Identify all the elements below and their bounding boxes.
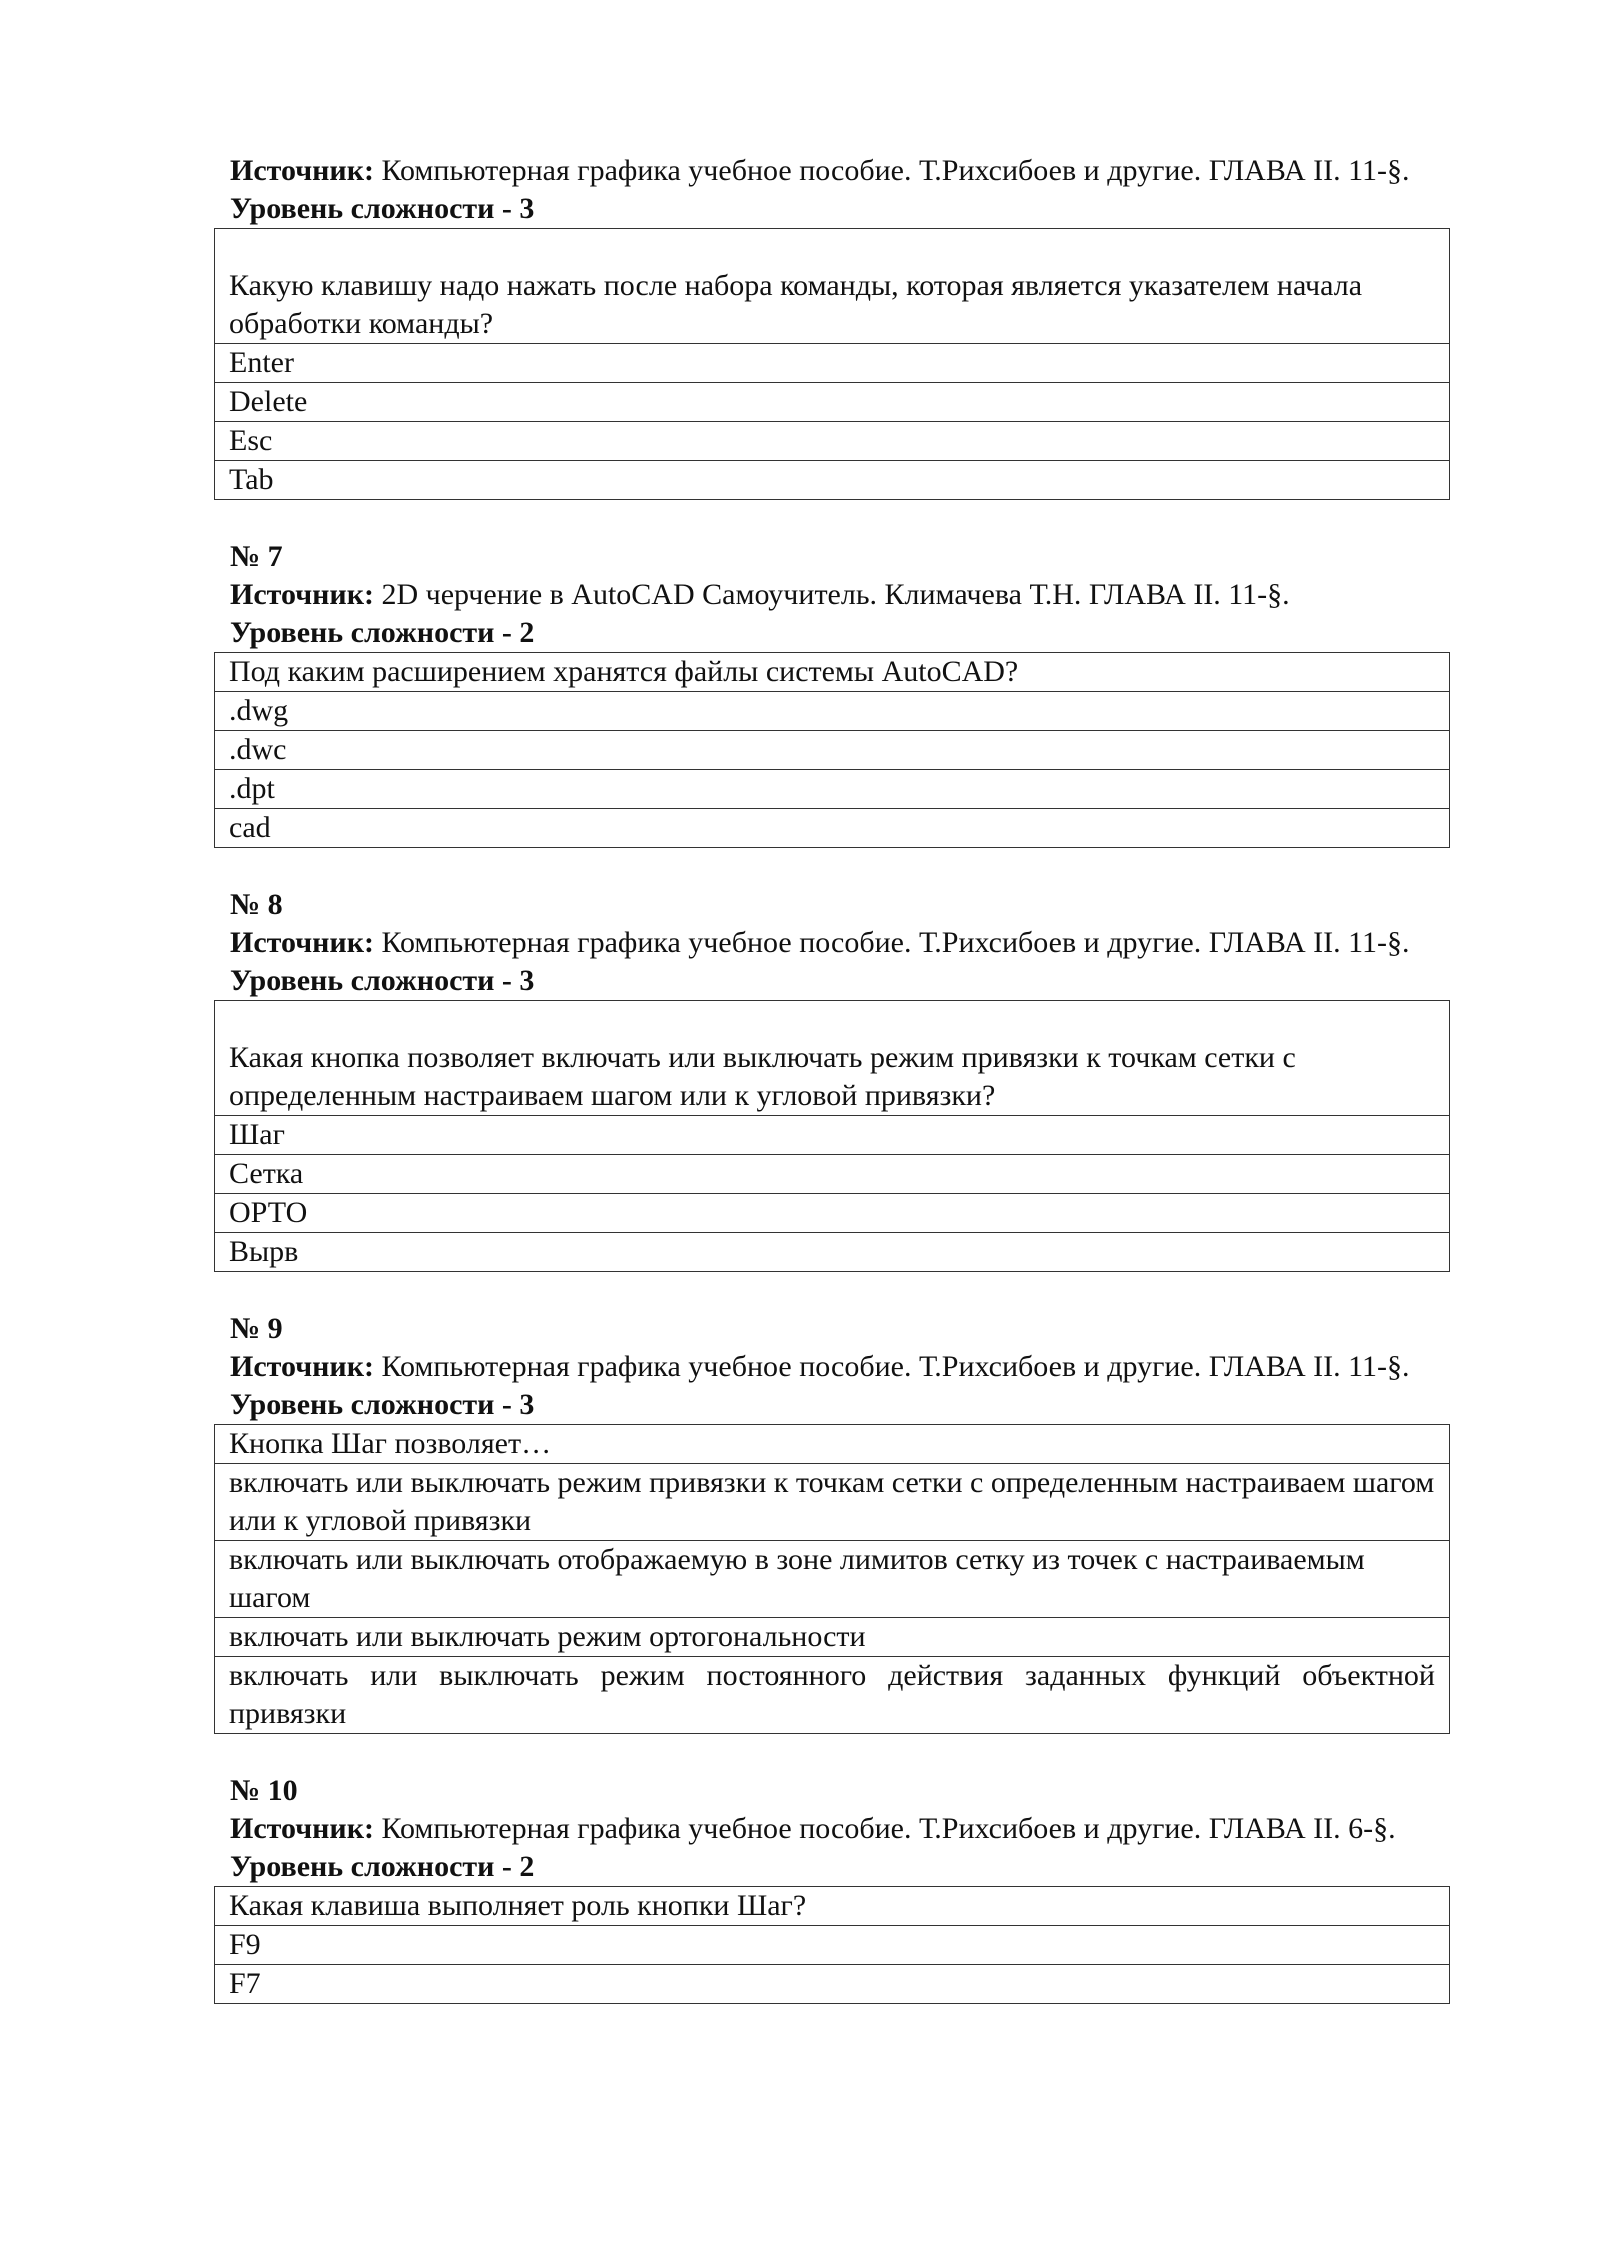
source-line xyxy=(230,924,1450,962)
source-label: Источник: xyxy=(230,1350,374,1383)
question-table xyxy=(214,1424,1450,1734)
difficulty-level: Уровень сложности - 3 xyxy=(230,1388,535,1421)
question-table xyxy=(214,1886,1450,2004)
question-text: Кнопка Шаг позволяет… xyxy=(215,1425,1450,1464)
source-text: Компьютерная графика учебное пособие. Т.Рихсибоев и другие. ГЛАВА II. 11-§. xyxy=(381,154,1410,187)
answer-option: включать или выключать режим привязки к точкам сетки с определенным настраиваем шагом или к угловой привязки xyxy=(215,1464,1450,1541)
source-line xyxy=(230,152,1450,190)
answer-option: Enter xyxy=(215,344,1450,383)
question-block xyxy=(230,152,1450,500)
answer-option: Delete xyxy=(215,383,1450,422)
answer-option: включать или выключать режим ортогональности xyxy=(215,1618,1450,1657)
source-text: Компьютерная графика учебное пособие. Т.Рихсибоев и другие. ГЛАВА II. 6-§. xyxy=(381,1812,1396,1845)
source-label: Источник: xyxy=(230,578,374,611)
difficulty-level: Уровень сложности - 3 xyxy=(230,964,535,997)
answer-option: Шаг xyxy=(215,1116,1450,1155)
answer-option: F7 xyxy=(215,1965,1450,2004)
answer-option: .dpt xyxy=(215,770,1450,809)
difficulty-level: Уровень сложности - 2 xyxy=(230,616,535,649)
source-label: Источник: xyxy=(230,926,374,959)
document-page xyxy=(230,152,1450,2004)
question-block xyxy=(230,538,1450,848)
question-text: Какую клавишу надо нажать после набора команды, которая является указателем начала обработки команды? xyxy=(215,229,1450,344)
question-number: № 9 xyxy=(230,1312,283,1345)
answer-option: Esc xyxy=(215,422,1450,461)
answer-option: включать или выключать режим постоянного действия заданных функций объектной привязки xyxy=(215,1657,1450,1734)
source-line xyxy=(230,1810,1450,1848)
question-table xyxy=(214,652,1450,848)
question-block xyxy=(230,886,1450,1272)
question-number: № 10 xyxy=(230,1774,298,1807)
answer-option: Сетка xyxy=(215,1155,1450,1194)
source-text: Компьютерная графика учебное пособие. Т.Рихсибоев и другие. ГЛАВА II. 11-§. xyxy=(381,1350,1410,1383)
source-line xyxy=(230,576,1450,614)
question-table xyxy=(214,1000,1450,1272)
answer-option: Вырв xyxy=(215,1233,1450,1272)
question-text: Какая клавиша выполняет роль кнопки Шаг? xyxy=(215,1887,1450,1926)
source-label: Источник: xyxy=(230,1812,374,1845)
answer-option: cad xyxy=(215,809,1450,848)
answer-option: ОРТО xyxy=(215,1194,1450,1233)
question-table xyxy=(214,228,1450,500)
source-line xyxy=(230,1348,1450,1386)
difficulty-level: Уровень сложности - 3 xyxy=(230,192,535,225)
difficulty-level: Уровень сложности - 2 xyxy=(230,1850,535,1883)
source-text: Компьютерная графика учебное пособие. Т.Рихсибоев и другие. ГЛАВА II. 11-§. xyxy=(381,926,1410,959)
question-text: Под каким расширением хранятся файлы системы AutoCAD? xyxy=(215,653,1450,692)
question-text: Какая кнопка позволяет включать или выключать режим привязки к точкам сетки с определенным настраиваем шагом или к угловой привязки? xyxy=(215,1001,1450,1116)
answer-option: Tab xyxy=(215,461,1450,500)
question-block xyxy=(230,1772,1450,2004)
answer-option: .dwg xyxy=(215,692,1450,731)
answer-option: включать или выключать отображаемую в зоне лимитов сетку из точек с настраиваемым шагом xyxy=(215,1541,1450,1618)
answer-option: F9 xyxy=(215,1926,1450,1965)
question-block xyxy=(230,1310,1450,1734)
answer-option: .dwc xyxy=(215,731,1450,770)
question-number: № 8 xyxy=(230,888,283,921)
source-text: 2D черчение в AutoCAD Самоучитель. Климачева Т.Н. ГЛАВА II. 11-§. xyxy=(381,578,1290,611)
question-number: № 7 xyxy=(230,540,283,573)
source-label: Источник: xyxy=(230,154,374,187)
